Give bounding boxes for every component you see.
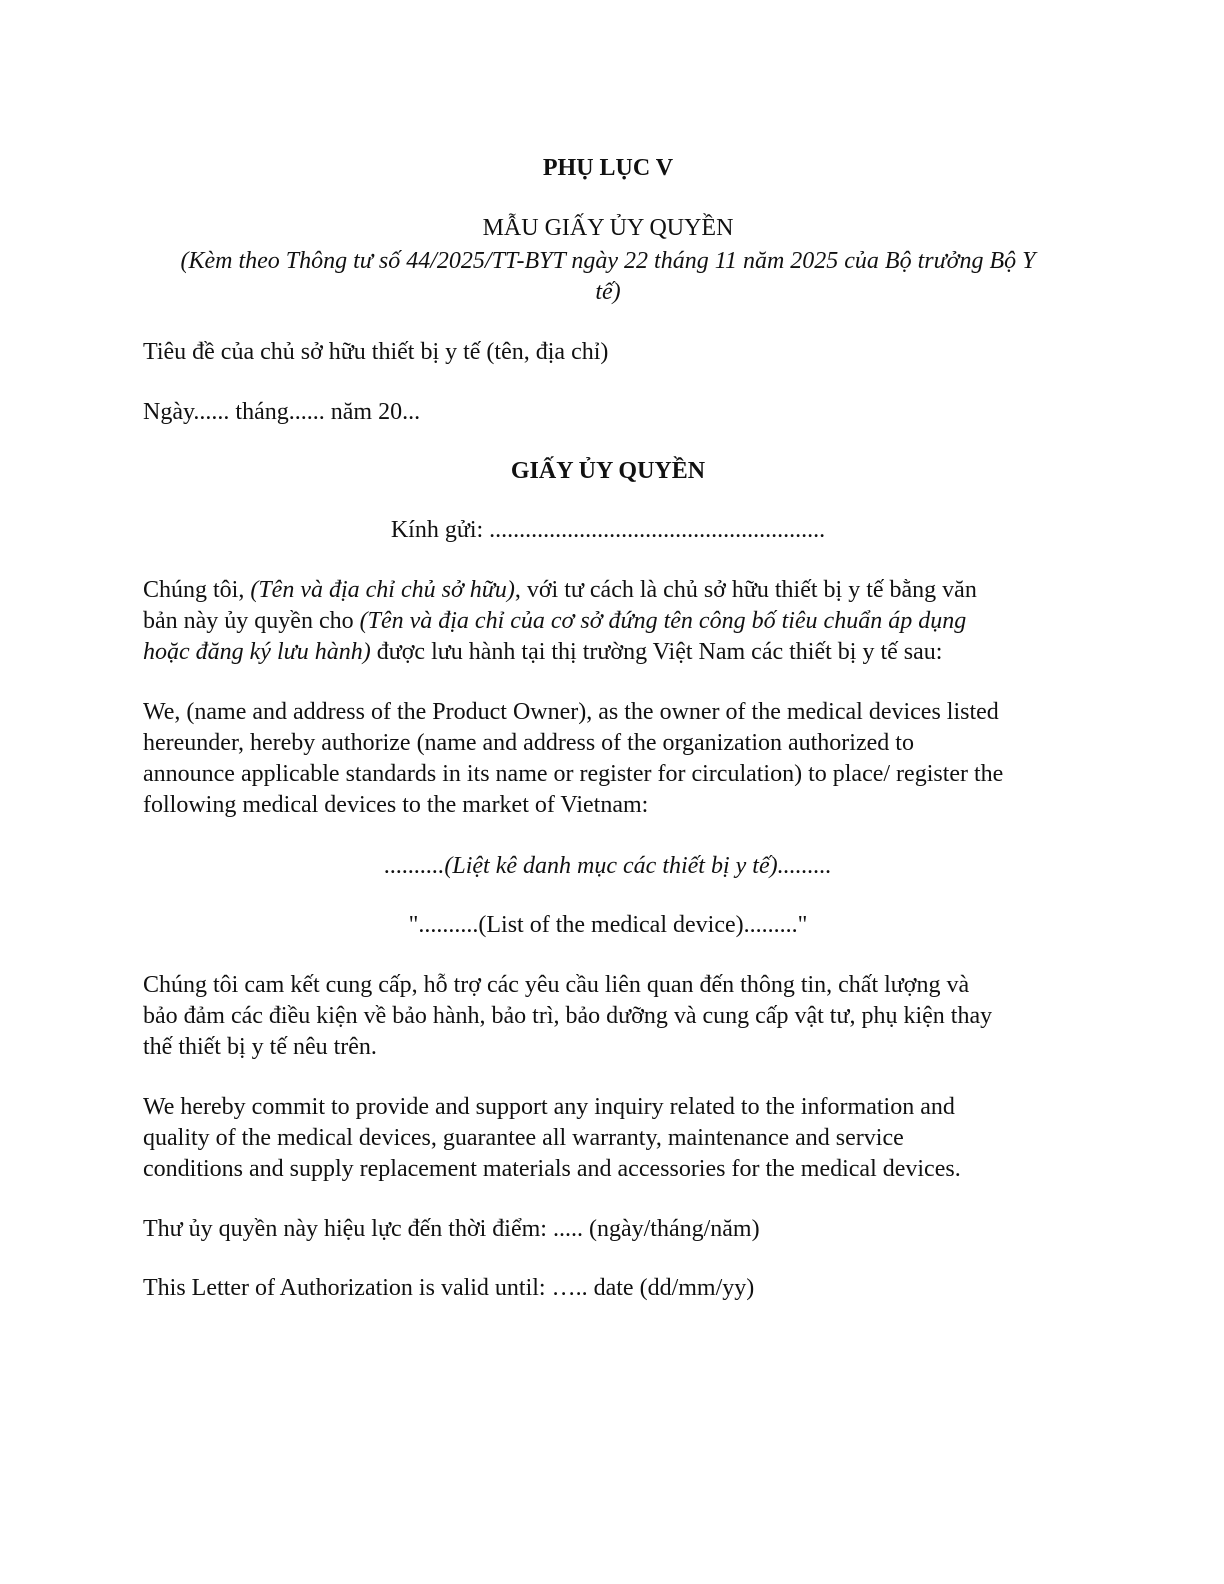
reference-line-1: (Kèm theo Thông tư số 44/2025/TT-BYT ngày 22 tháng 11 năm 2025 của Bộ trưởng Bộ Y (180, 248, 1036, 274)
para-en-1-line-3: announce applicable standards in its name or register for circulation) to place/ register the (143, 761, 1004, 787)
device-list-vi: ..........(Liệt kê danh mục các thiết bị y tế)......... (384, 853, 832, 879)
authorized-org-placeholder: (Tên và địa chỉ của cơ sở đứng tên công bố tiêu chuẩn áp dụng (359, 608, 967, 634)
date-line: Ngày...... tháng...... năm 20... (143, 399, 421, 425)
para-en-2-line-3: conditions and supply replacement materials and accessories for the medical devices. (143, 1156, 961, 1182)
letter-title: GIẤY ỦY QUYỀN (510, 458, 706, 484)
text: , với tư cách là chủ sở hữu thiết bị y tế bằng văn (514, 577, 977, 603)
para-vi-1-line-1 (143, 575, 1073, 607)
text: được lưu hành tại thị trường Việt Nam các thiết bị y tế sau: (370, 639, 943, 665)
para-vi-2-line-2: bảo đảm các điều kiện về bảo hành, bảo trì, bảo dưỡng và cung cấp vật tư, phụ kiện thay (143, 1003, 993, 1029)
owner-name-placeholder: (Tên và địa chỉ chủ sở hữu) (250, 577, 515, 603)
para-en-1-line-4: following medical devices to the market of Vietnam: (143, 792, 649, 818)
device-list-en: "..........(List of the medical device)........." (408, 912, 808, 938)
reference-line-2: tế) (595, 279, 621, 305)
text: Chúng tôi, (143, 577, 251, 603)
text: bản này ủy quyền cho (143, 608, 360, 634)
annex-title: PHỤ LỤC V (542, 155, 674, 181)
para-en-1-line-1: We, (name and address of the Product Owner), as the owner of the medical devices listed (143, 699, 999, 725)
para-en-2-line-1: We hereby commit to provide and support any inquiry related to the information and (143, 1094, 955, 1120)
recipient-line: Kính gửi: ........................................................ (390, 517, 826, 543)
authorized-org-placeholder-cont: hoặc đăng ký lưu hành) (143, 639, 371, 665)
para-vi-2-line-3: thế thiết bị y tế nêu trên. (143, 1034, 377, 1060)
validity-vi: Thư ủy quyền này hiệu lực đến thời điểm: ..... (ngày/tháng/năm) (143, 1216, 760, 1242)
form-title: MẪU GIẤY ỦY QUYỀN (482, 215, 734, 241)
para-vi-2-line-1: Chúng tôi cam kết cung cấp, hỗ trợ các yêu cầu liên quan đến thông tin, chất lượng và (143, 972, 970, 998)
para-en-2-line-2: quality of the medical devices, guarantee all warranty, maintenance and service (143, 1125, 904, 1151)
letterhead: Tiêu đề của chủ sở hữu thiết bị y tế (tên, địa chỉ) (143, 339, 609, 365)
para-en-1-line-2: hereunder, hereby authorize (name and address of the organization authorized to (143, 730, 914, 756)
para-vi-1-line-3 (143, 637, 1073, 669)
validity-en: This Letter of Authorization is valid until: ….. date (dd/mm/yy) (143, 1275, 755, 1301)
para-vi-1-line-2 (143, 606, 1073, 638)
